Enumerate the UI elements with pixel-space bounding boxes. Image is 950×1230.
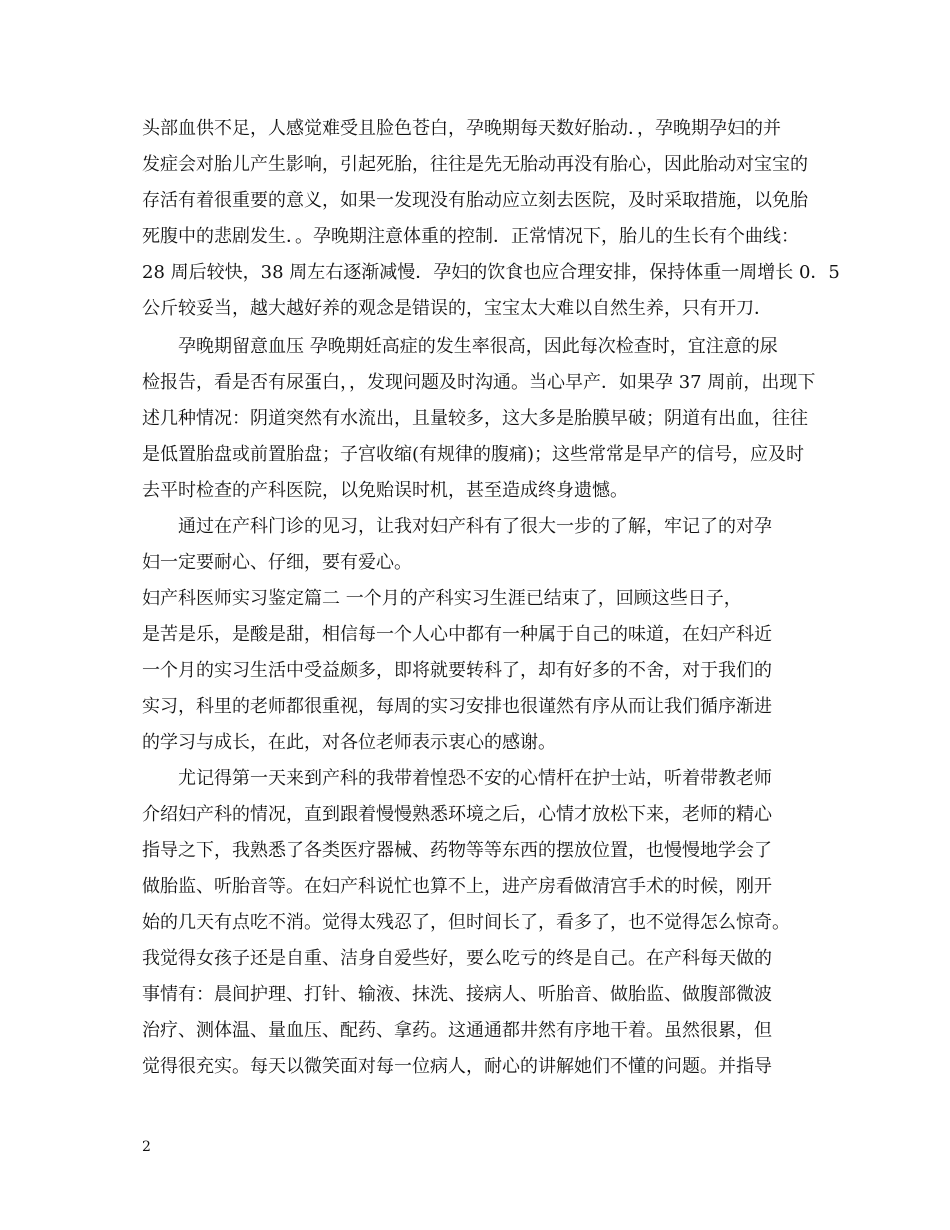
text-line: 去平时检查的产科医院，以免贻误时机，甚至造成终身遗憾。 <box>142 480 628 501</box>
text-line: 存活有着很重要的意义，如果一发现没有胎动应立刻去医院，及时采取措施，以免胎 <box>142 190 808 211</box>
text-line: 一个月的实习生活中受益颇多，即将就要转科了，却有好多的不舍，对于我们的 <box>142 660 772 681</box>
text-line: 治疗、测体温、量血压、配药、拿药。这通通都井然有序地干着。虽然很累，但 <box>142 1020 772 1041</box>
text-line: 死腹中的悲剧发生．。孕晚期注意体重的控制．正常情况下，胎儿的生长有个曲线： <box>142 226 799 247</box>
text-line: 觉得很充实。每天以微笑面对每一位病人，耐心的讲解她们不懂的问题。并指导 <box>142 1056 772 1077</box>
text-line: 始的几天有点吃不消。觉得太残忍了，但时间长了，看多了，也不觉得怎么惊奇。 <box>142 912 790 933</box>
text-line: 是低置胎盘或前置胎盘；子宫收缩(有规律的腹痛)；这些常常是早产的信号，应及时 <box>142 444 805 465</box>
text-line: 介绍妇产科的情况，直到跟着慢慢熟悉环境之后，心情才放松下来，老师的精心 <box>142 804 772 825</box>
page-number: 2 <box>142 1139 151 1155</box>
text-line: 实习，科里的老师都很重视，每周的实习安排也很谨然有序从而让我们循序渐进 <box>142 696 772 717</box>
text-line: 尤记得第一天来到产科的我带着惶恐不安的心情杆在护士站，听着带教老师 <box>178 768 772 789</box>
text-line: 妇一定要耐心、仔细，要有爱心。 <box>142 552 412 573</box>
text-line: 孕晚期留意血压 孕晚期妊高症的发生率很高，因此每次检查时，宜注意的尿 <box>178 336 778 357</box>
text-line: 头部血供不足，人感觉难受且脸色苍白，孕晚期每天数好胎动．，孕晚期孕妇的并 <box>142 118 781 139</box>
text-line: 指导之下，我熟悉了各类医疗器械、药物等等东西的摆放位置，也慢慢地学会了 <box>142 840 772 861</box>
text-line: 通过在产科门诊的见习，让我对妇产科有了很大一步的了解，牢记了的对孕 <box>178 516 772 537</box>
text-line: 28 周后较快，38 周左右逐渐减慢．孕妇的饮食也应合理安排，保持体重一周增长 0．5 <box>142 262 840 283</box>
text-line: 事情有：晨间护理、打针、输液、抹洗、接病人、听胎音、做胎监、做腹部微波 <box>142 984 772 1005</box>
text-line: 的学习与成长，在此，对各位老师表示衷心的感谢。 <box>142 732 556 753</box>
text-line: 发症会对胎儿产生影响，引起死胎，往往是先无胎动再没有胎心，因此胎动对宝宝的 <box>142 154 808 175</box>
section-heading-line: 妇产科医师实习鉴定篇二 一个月的产科实习生涯已结束了，回顾这些日子， <box>142 588 742 609</box>
text-line: 我觉得女孩子还是自重、洁身自爱些好，要么吃亏的终是自己。在产科每天做的 <box>142 948 772 969</box>
text-line: 述几种情况：阴道突然有水流出，且量较多，这大多是胎膜早破；阴道有出血，往往 <box>142 408 808 429</box>
text-line: 做胎监、听胎音等。在妇产科说忙也算不上，进产房看做清宫手术的时候，刚开 <box>142 876 772 897</box>
text-line: 是苦是乐，是酸是甜，相信每一个人心中都有一种属于自己的味道，在妇产科近 <box>142 624 772 645</box>
text-line: 公斤较妥当，越大越好养的观念是错误的，宝宝太大难以自然生养，只有开刀． <box>142 298 772 319</box>
text-line: 检报告，看是否有尿蛋白，，发现问题及时沟通。当心早产．如果孕 37 周前，出现下 <box>142 372 816 393</box>
